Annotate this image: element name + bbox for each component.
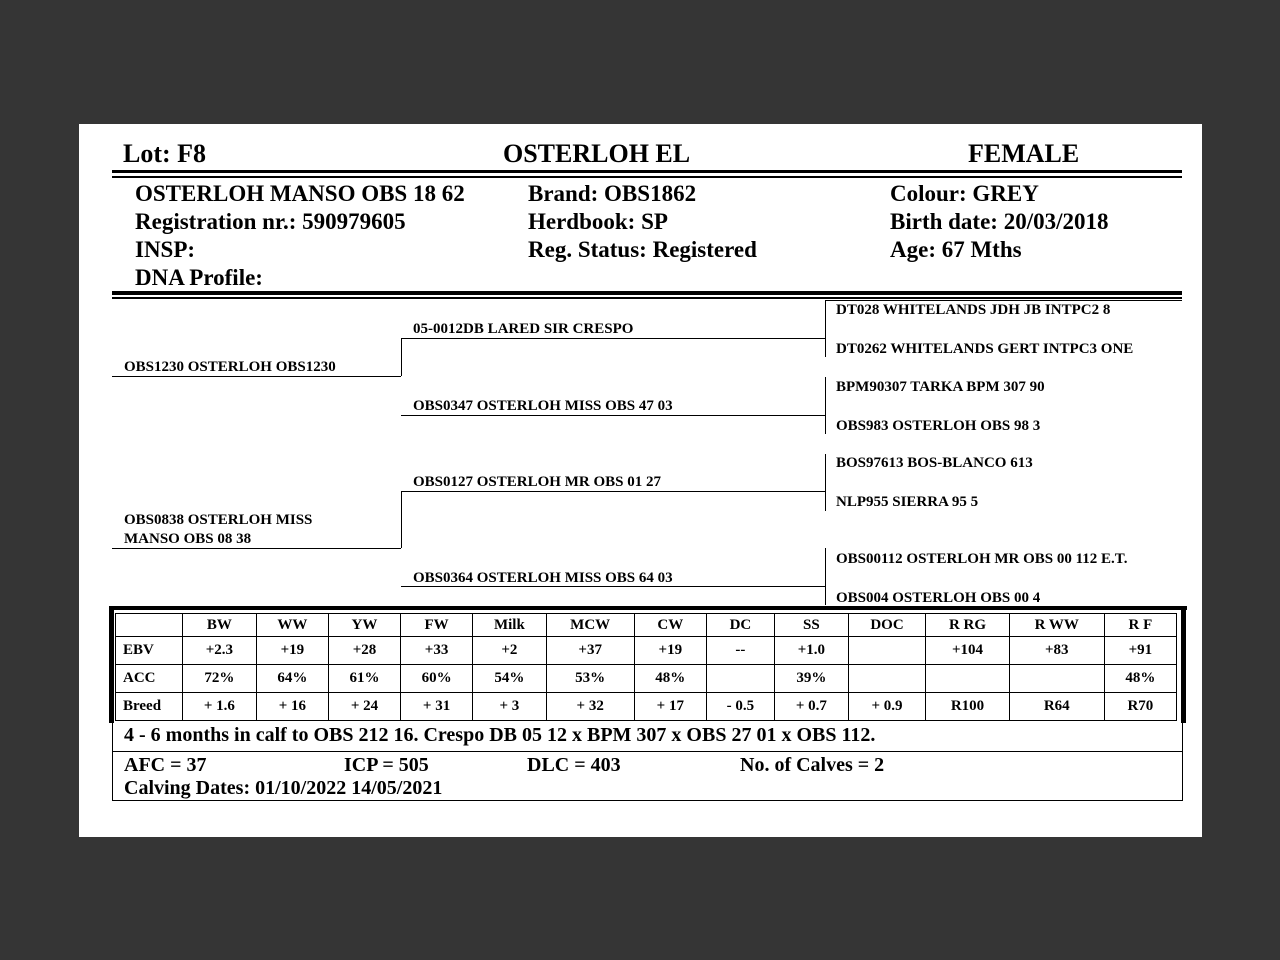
acc-cell: 48% [634, 665, 706, 693]
lot-number: Lot: F8 [123, 139, 207, 168]
ebv-header-cell: BW [183, 614, 257, 637]
pedigree-ssd: DT0262 WHITELANDS GERT INTPC3 ONE [836, 341, 1134, 357]
info-rule-bottom [112, 297, 1182, 299]
ebv-cell: +2 [473, 637, 546, 665]
breed-cell: + 3 [473, 693, 546, 721]
ebv-cell: +91 [1104, 637, 1176, 665]
breed-cell: + 32 [546, 693, 634, 721]
ebv-header-cell: SS [774, 614, 848, 637]
info-col-left [135, 180, 465, 292]
header-rule-bottom [112, 176, 1182, 178]
acc-cell [1009, 665, 1104, 693]
pedigree-dsd: NLP955 SIERRA 95 5 [836, 494, 979, 510]
info-col-right [890, 180, 1109, 264]
pedigree-sdd: OBS983 OSTERLOH OBS 98 3 [836, 418, 1041, 434]
ebv-row-label: EBV [116, 637, 183, 665]
lot-card [79, 124, 1202, 837]
pedigree-dam-line2: MANSO OBS 08 38 [124, 531, 252, 547]
acc-cell: 60% [401, 665, 473, 693]
ebv-cell: +104 [926, 637, 1009, 665]
ebv-cell: +83 [1009, 637, 1104, 665]
ebv-header-cell: YW [328, 614, 400, 637]
acc-cell: 54% [473, 665, 546, 693]
breed-cell: + 0.7 [774, 693, 848, 721]
ebv-header-cell: WW [256, 614, 328, 637]
pedigree-sire: OBS1230 OSTERLOH OBS1230 [124, 359, 336, 375]
ebv-table [115, 613, 1177, 721]
afc-value: AFC = 37 [124, 754, 207, 776]
ebv-cell: +1.0 [774, 637, 848, 665]
breed-cell: + 16 [256, 693, 328, 721]
acc-row-label: ACC [116, 665, 183, 693]
notes-box [112, 722, 1183, 801]
pedigree-sire-dam: OBS0347 OSTERLOH MISS OBS 47 03 [413, 398, 673, 414]
calves-count: No. of Calves = 2 [740, 754, 885, 776]
brand-field: Brand: OBS1862 [528, 181, 697, 206]
icp-value: ICP = 505 [344, 754, 429, 776]
pedigree-dam-sire: OBS0127 OSTERLOH MR OBS 01 27 [413, 474, 661, 490]
breed-cell: + 0.9 [848, 693, 925, 721]
breed-cell: + 17 [634, 693, 706, 721]
pedigree-dam-dam: OBS0364 OSTERLOH MISS OBS 64 03 [413, 570, 673, 586]
birth-date-field: Birth date: 20/03/2018 [890, 209, 1109, 234]
ebv-header-cell: DC [706, 614, 774, 637]
ebv-cell: -- [706, 637, 774, 665]
ebv-header-cell: R RG [926, 614, 1009, 637]
breed-cell: - 0.5 [706, 693, 774, 721]
pedigree-sss: DT028 WHITELANDS JDH JB INTPC2 8 [836, 302, 1111, 318]
animal-title: OSTERLOH EL [503, 139, 691, 168]
herdbook-field: Herdbook: SP [528, 209, 668, 234]
ebv-frame-right [1181, 606, 1186, 723]
acc-cell: 72% [183, 665, 257, 693]
acc-cell: 61% [328, 665, 400, 693]
ebv-row [116, 637, 1177, 665]
pedigree-ddd: OBS004 OSTERLOH OBS 00 4 [836, 590, 1041, 606]
ebv-cell: +33 [401, 637, 473, 665]
ebv-header-cell: FW [401, 614, 473, 637]
dna-profile-field: DNA Profile: [135, 265, 263, 290]
ebv-header-cell: DOC [848, 614, 925, 637]
ebv-frame-left [109, 606, 114, 723]
acc-cell: 64% [256, 665, 328, 693]
registration-number: Registration nr.: 590979605 [135, 209, 406, 234]
pedigree-dss: BOS97613 BOS-BLANCO 613 [836, 455, 1033, 471]
ebv-cell: +2.3 [183, 637, 257, 665]
acc-row [116, 665, 1177, 693]
pregnancy-note: 4 - 6 months in calf to OBS 212 16. Crespo DB 05 12 x BPM 307 x OBS 27 01 x OBS 112. [124, 724, 876, 746]
dlc-value: DLC = 403 [527, 754, 621, 776]
breed-cell: + 24 [328, 693, 400, 721]
ebv-cell: +19 [634, 637, 706, 665]
acc-cell: 39% [774, 665, 848, 693]
ebv-header-cell [116, 614, 183, 637]
breed-cell: + 1.6 [183, 693, 257, 721]
ebv-cell [848, 637, 925, 665]
acc-cell: 48% [1104, 665, 1176, 693]
pedigree-dds: OBS00112 OSTERLOH MR OBS 00 112 E.T. [836, 551, 1128, 567]
breed-cell: R100 [926, 693, 1009, 721]
notes-divider [113, 751, 1182, 752]
info-rule-top [112, 291, 1182, 295]
breed-row [116, 693, 1177, 721]
calving-dates: Calving Dates: 01/10/2022 14/05/2021 [124, 777, 443, 799]
pedigree-sire-sire: 05-0012DB LARED SIR CRESPO [413, 321, 634, 337]
animal-registered-name: OSTERLOH MANSO OBS 18 62 [135, 181, 465, 206]
acc-cell [926, 665, 1009, 693]
ebv-cell: +19 [256, 637, 328, 665]
ebv-header-cell: CW [634, 614, 706, 637]
animal-sex: FEMALE [968, 139, 1080, 168]
header-rule-top [112, 170, 1182, 173]
breed-cell: R64 [1009, 693, 1104, 721]
ebv-header-row [116, 614, 1177, 637]
ebv-frame-top [109, 606, 1187, 610]
info-col-middle [528, 180, 757, 264]
breed-row-label: Breed [116, 693, 183, 721]
acc-cell [848, 665, 925, 693]
acc-cell [706, 665, 774, 693]
insp-field: INSP: [135, 237, 196, 262]
breed-cell: + 31 [401, 693, 473, 721]
reg-status-field: Reg. Status: Registered [528, 237, 757, 262]
pedigree-dam-line1: OBS0838 OSTERLOH MISS [124, 512, 313, 528]
age-field: Age: 67 Mths [890, 237, 1022, 262]
colour-field: Colour: GREY [890, 181, 1039, 206]
acc-cell: 53% [546, 665, 634, 693]
ebv-header-cell: R WW [1009, 614, 1104, 637]
ebv-header-cell: R F [1104, 614, 1176, 637]
ebv-header-cell: MCW [546, 614, 634, 637]
pedigree-sds: BPM90307 TARKA BPM 307 90 [836, 379, 1045, 395]
ebv-cell: +37 [546, 637, 634, 665]
ebv-cell: +28 [328, 637, 400, 665]
breed-cell: R70 [1104, 693, 1176, 721]
ebv-header-cell: Milk [473, 614, 546, 637]
